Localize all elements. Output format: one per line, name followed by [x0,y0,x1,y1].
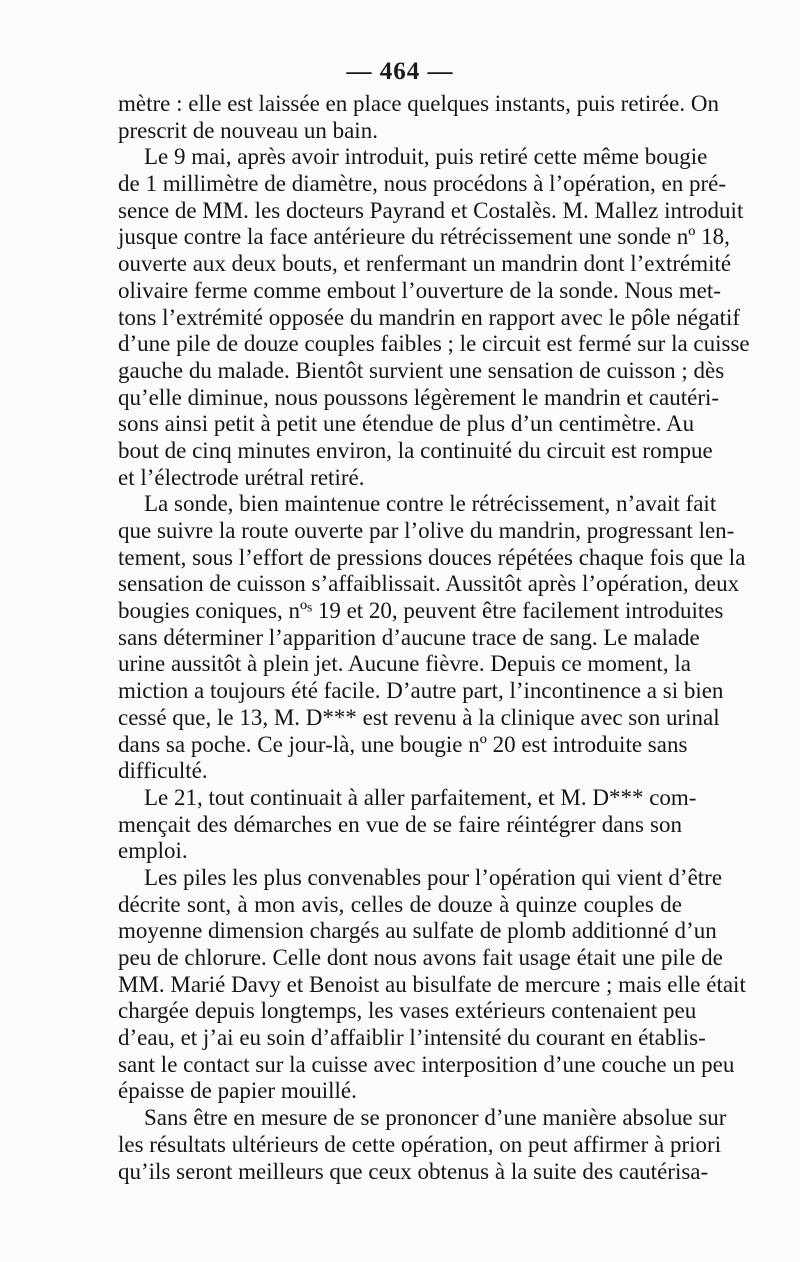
text-line: moyenne dimension chargés au sulfate de plomb additionné d’un [118,918,717,944]
text-line: bougies coniques, nºˢ 19 et 20, peuvent être facilement introduites [118,598,724,624]
text-line: de 1 millimètre de diamètre, nous procédons à l’opération, en pré- [118,171,727,197]
text-line: les résultats ultérieurs de cette opération, on peut affirmer à priori [118,1131,722,1157]
text-line: gauche du malade. Bientôt survient une sensation de cuisson ; dès [118,357,725,383]
text-line: et l’électrode urétral retiré. [118,464,365,490]
text-line: mençait des démarches en vue de se faire réintégrer dans son [118,811,682,837]
text-line: ouverte aux deux bouts, et renfermant un mandrin dont l’extrémité [118,251,732,277]
text-line: tons l’extrémité opposée du mandrin en rapport avec le pôle négatif [118,304,741,330]
text-line: miction a toujours été facile. D’autre part, l’incontinence a si bien [118,678,724,704]
text-line: peu de chlorure. Celle dont nous avons fait usage était une pile de [118,945,723,970]
text-line: bout de cinq minutes environ, la continuité du circuit est rompue [118,437,713,463]
text-line: urine aussitôt à plein jet. Aucune fièvre. Depuis ce moment, la [118,651,691,677]
text-line: Le 21, tout continuait à aller parfaitement, et M. D*** com- [144,784,697,810]
text-line: sons ainsi petit à petit une étendue de plus d’un centimètre. Au [118,411,695,437]
body-text [118,91,750,1185]
text-line: épaisse de papier mouillé. [118,1078,357,1104]
paragraph [118,491,746,785]
text-line: d’une pile de douze couples faibles ; le circuit est fermé sur la cuisse [118,331,750,357]
paragraph [118,91,719,144]
text-line: qu’ils seront meilleurs que ceux obtenus à la suite des cautérisa- [118,1158,709,1184]
text-line: La sonde, bien maintenue contre le rétrécissement, n’avait fait [144,491,717,517]
text-line: sant le contact sur la cuisse avec interposition d’une couche un peu [118,1051,735,1077]
text-line: tement, sous l’effort de pressions douces répétées chaque fois que la [118,544,746,570]
text-line: olivaire ferme comme embout l’ouverture de la sonde. Nous met- [118,277,721,303]
text-line: MM. Marié Davy et Benoist au bisulfate de mercure ; mais elle était [118,971,746,997]
text-line: mètre : elle est laissée en place quelques instants, puis retirée. On [118,91,719,116]
text-line: sans déterminer l’apparition d’aucune trace de sang. Le malade [118,624,700,650]
page-number: — 464 — [346,58,454,85]
text-line: difficulté. [118,758,208,784]
text-line: dans sa poche. Ce jour-là, une bougie nº 20 est introduite sans [118,731,688,757]
text-line: sensation de cuisson s’affaiblissait. Aussitôt après l’opération, deux [118,571,740,597]
text-line: jusque contre la face antérieure du rétrécissement une sonde nº 18, [118,224,730,250]
text-line: Les piles les plus convenables pour l’opération qui vient d’être [144,864,723,890]
text-line: sence de MM. les docteurs Payrand et Costalès. M. Mallez introduit [118,197,744,223]
text-line: décrite sont, à mon avis, celles de douze à quinze couples de [118,891,682,917]
text-line: que suivre la route ouverte par l’olive du mandrin, progressant len- [118,518,735,543]
text-line: emploi. [118,838,188,864]
paragraph [118,784,697,865]
text-line: prescrit de nouveau un bain. [118,117,378,143]
text-line: Sans être en mesure de se prononcer d’une manière absolue sur [144,1105,727,1131]
text-line: qu’elle diminue, nous poussons légèrement le mandrin et cautéri- [118,384,720,410]
text-line: cessé que, le 13, M. D*** est revenu à la clinique avec son urinal [118,704,720,730]
paragraph [118,1105,727,1185]
text-line: d’eau, et j’ai eu soin d’affaiblir l’intensité du courant en établis- [118,1025,706,1051]
paragraph [118,864,746,1105]
paragraph [118,144,750,491]
text-line: chargée depuis longtemps, les vases extérieurs contenaient peu [118,998,697,1024]
text-line: Le 9 mai, après avoir introduit, puis retiré cette même bougie [144,144,708,170]
